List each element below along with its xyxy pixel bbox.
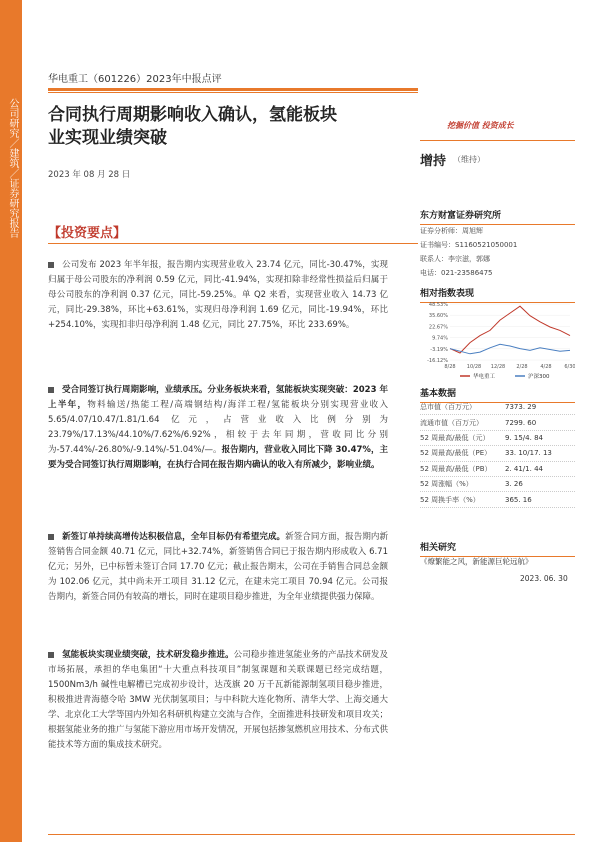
- phone: 电话：021-23586475: [420, 269, 493, 277]
- rating-sub: （维持）: [453, 155, 485, 164]
- company-line: 华电重工（601226）2023年中报点评: [48, 74, 222, 85]
- legend-label: 沪深300: [528, 374, 550, 380]
- x-tick-label: 4/28: [540, 364, 552, 370]
- paragraph-3: 新签订单持续高增传达积极信息，全年目标仍有希望完成。新签合同方面，报告期内新签销售合同金额 40.71 亿元，同比+32.74%，新签销售合同已于报告期内形成收入 6.71 亿元；另外，已中标暂未签订合同 17.70 亿元；截止报告期末，公司在手销售合同总金额为 102.06 亿元，其中尚未开工项目 31.12 亿元，在建未完工项目 70.94 亿元。公司报告期内，新签合同仍有较高的增长，同时在建项目稳步推进，为全年业绩提供强力保障。: [48, 532, 388, 602]
- related-title: 相关研究: [420, 540, 575, 557]
- x-tick-label: 2/28: [516, 364, 528, 370]
- related-item[interactable]: 《燎繁能之风，新能源巨轮远航》: [420, 557, 533, 566]
- related-date: 2023. 06. 30: [520, 574, 568, 583]
- basic-data-table: [420, 400, 575, 508]
- section-tag: 【投资要点】: [48, 226, 127, 241]
- bullet-icon: [48, 387, 54, 393]
- paragraph-1: 公司发布 2023 年半年报，报告期内实现营业收入 23.74 亿元，同比-30.47%，实现归属于母公司股东的净利润 0.59 亿元，同比-41.94%，实现扣除非经常性损益后归属于母公司股东的净利润 0.37 亿元，同比-59.25%。单 Q2 来看，实现营业收入 14.73 亿元，同比-29.38%，环比+63.61%，实现归母净利润 1.69 亿元，同比-19.94%，环比+254.10%，实现扣非归母净利润 1.48 亿元，同比 27.75%，环比 233.69%。: [48, 260, 388, 330]
- main-rule: [48, 243, 418, 244]
- report-title-line1: 合同执行周期影响收入确认，氢能板块: [48, 105, 337, 125]
- institute-name: 东方财富证券研究所: [420, 208, 575, 225]
- y-tick-label: -16.12%: [427, 358, 448, 364]
- basic-title: 基本数据: [420, 386, 575, 403]
- y-tick-label: 22.67%: [428, 324, 448, 331]
- legend-label: 华电重工: [473, 374, 496, 380]
- chart-svg: [420, 300, 575, 382]
- side-category-text: 公司研究／建筑／证券研究报告: [7, 98, 18, 238]
- x-tick-label: 6/30: [564, 364, 575, 370]
- contact: 联系人：李宗滋，郭娜: [420, 255, 490, 263]
- x-tick-label: 12/28: [490, 364, 506, 370]
- table-row: 52 周最高/最低（PB） 2. 41/1. 44: [420, 462, 575, 477]
- paragraph-2: 受合同签订执行周期影响，业绩承压。分业务板块来看，氢能板块实现突破：2023 年上半年，物料输送/热能工程/高端钢结构/海洋工程/氢能板块分别实现营业收入 5.65/4.07/10.47/1.81/1.64 亿元，占营业收入比例分别为 23.79%/17.13%/44.10%/7.62%/6.92%，相较于去年同期，营收同比分别为-57.44%/-26.80%/-9.14%/-51.04%/—。报告期内，营业收入同比下降 30.47%，主要为受合同签订执行周期影响，在执行合同在报告期内确认的收入有所减少，影响业绩。: [48, 385, 388, 470]
- report-title-line2: 业实现业绩突破: [48, 128, 167, 148]
- rating: 增持: [420, 154, 447, 169]
- perf-title: 相对指数表现: [420, 286, 575, 303]
- y-tick-label: 9.74%: [432, 335, 448, 342]
- right-rule: [420, 140, 575, 141]
- analyst: 证券分析师：周旭辉: [420, 227, 483, 235]
- table-row: 52 周换手率（%） 365. 16: [420, 492, 575, 507]
- x-tick-label: 8/28: [444, 364, 456, 370]
- bullet-icon: [48, 652, 54, 658]
- table-row: 总市值（百万元） 7373. 29: [420, 400, 575, 415]
- table-row: 52 周涨幅（%） 3. 26: [420, 477, 575, 492]
- y-tick-label: 48.53%: [428, 302, 448, 308]
- report-date: 2023 年 08 月 28 日: [48, 170, 131, 180]
- y-tick-label: -3.19%: [430, 346, 448, 353]
- table-row: 52 周最高/最低（PE） 33. 10/17. 13: [420, 446, 575, 461]
- cert-number: 证书编号：S1160521050001: [420, 241, 518, 249]
- table-row: 流通市值（百万元） 7299. 60: [420, 415, 575, 430]
- header-rule-thin: [48, 92, 418, 93]
- footer-rule: [48, 834, 575, 835]
- y-tick-label: 35.60%: [428, 313, 448, 320]
- slogan: 挖掘价值 投资成长: [447, 121, 514, 130]
- relative-performance-chart: [420, 300, 575, 382]
- header-rule: [48, 88, 418, 91]
- paragraph-4: 氢能板块实现业绩突破，技术研发稳步推进。公司稳步推进氢能业务的产品技术研发及市场拓展，承担的华电集团“十大重点科技项目”制氢课题和关联课题已经完成结题，1500Nm3/h 碱性电解槽已完成初步设计，达茂旗 20 万千瓦新能源制氢项目稳步推进，积极推进青海德令哈 3MW 光伏制氢项目；与中科院大连化物所、清华大学、上海交通大学、北京化工大学等国内外知名科研机构建立交流与合作，全面推进科技研发和项目攻关；根据氢能业务的推广与氢能下游应用市场开发情况，开展包括掺氢燃机应用技术、分布式供能技术等方面的集成技术研究。: [48, 650, 389, 750]
- table-row: 52 周最高/最低（元） 9. 15/4. 84: [420, 431, 575, 446]
- x-tick-label: 10/28: [466, 364, 482, 370]
- bullet-icon: [48, 534, 54, 540]
- bullet-icon: [48, 262, 54, 268]
